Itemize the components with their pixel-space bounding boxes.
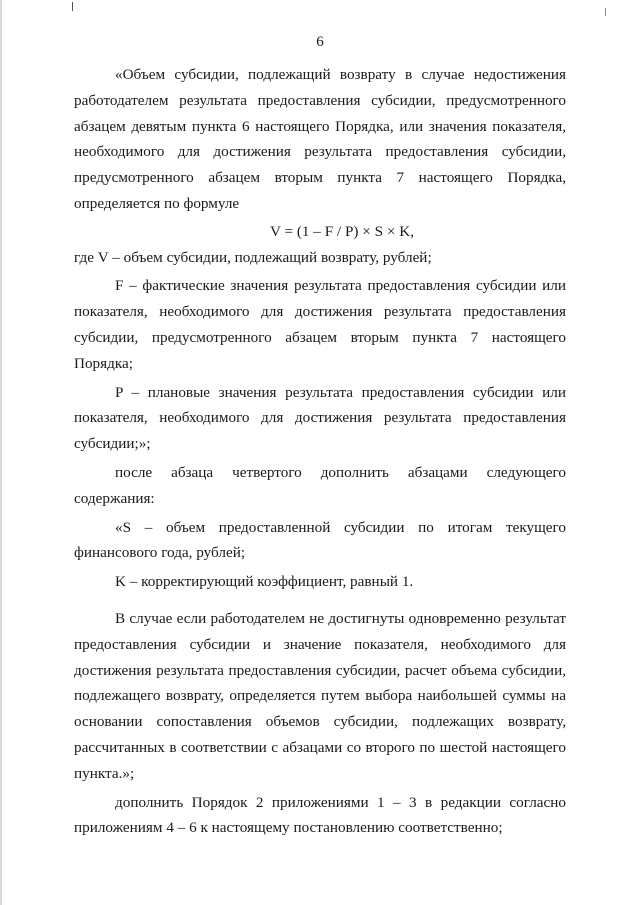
formula: V = (1 – F / P) × S × K, bbox=[270, 222, 414, 240]
paragraph-s-definition: «S – объем предоставленной субсидии по итогам текущего финансового года, рублей; bbox=[74, 518, 566, 562]
page-left-edge bbox=[0, 0, 2, 905]
scan-mark bbox=[72, 2, 73, 11]
paragraph-add-appendices: дополнить Порядок 2 приложениями 1 – 3 в редакции согласно приложениям 4 – 6 к настоящему постановлению соответственно; bbox=[74, 793, 566, 837]
paragraph-subsidy-return-definition: «Объем субсидии, подлежащий возврату в случае недостижения работодателем результата предоставления субсидии, предусмотренного абзацем девятым пункта 6 настоящего Порядка, или значения показателя, необходимого для достижения результата предоставления субсидии, предусмотренного абзацем вторым пункта 7 настоящего Порядка, определяется по формуле bbox=[74, 66, 566, 212]
paragraph-f-definition: F – фактические значения результата предоставления субсидии или показателя, необходимого для достижения результата предоставления субсидии, предусмотренного абзацем вторым пункта 7 настоящего Порядка; bbox=[74, 277, 566, 372]
paragraph-p-definition: P – плановые значения результата предоставления субсидии или показателя, необходимого для достижения результата предоставления субсидии;»; bbox=[74, 383, 566, 453]
paragraph-amendment-instruction: после абзаца четвертого дополнить абзацами следующего содержания: bbox=[74, 463, 566, 507]
paragraph-v-definition: где V – объем субсидии, подлежащий возврату, рублей; bbox=[74, 248, 432, 266]
scan-mark bbox=[605, 8, 606, 16]
page-number: 6 bbox=[316, 34, 324, 50]
paragraph-simultaneous-failure: В случае если работодателем не достигнуты одновременно результат предоставления субсидии и значение показателя, необходимого для достижения результата предоставления субсидии, расчет объема субсидии, подлежащего возврату, определяется путем выбора наибольшей суммы на основании сопоставления объемов субсидии, подлежащих возврату, рассчитанных в соответствии с абзацами со второго по шестой настоящего пункта.»; bbox=[74, 609, 566, 782]
document-body bbox=[74, 62, 566, 841]
paragraph-k-definition: K – корректирующий коэффициент, равный 1. bbox=[115, 573, 414, 591]
